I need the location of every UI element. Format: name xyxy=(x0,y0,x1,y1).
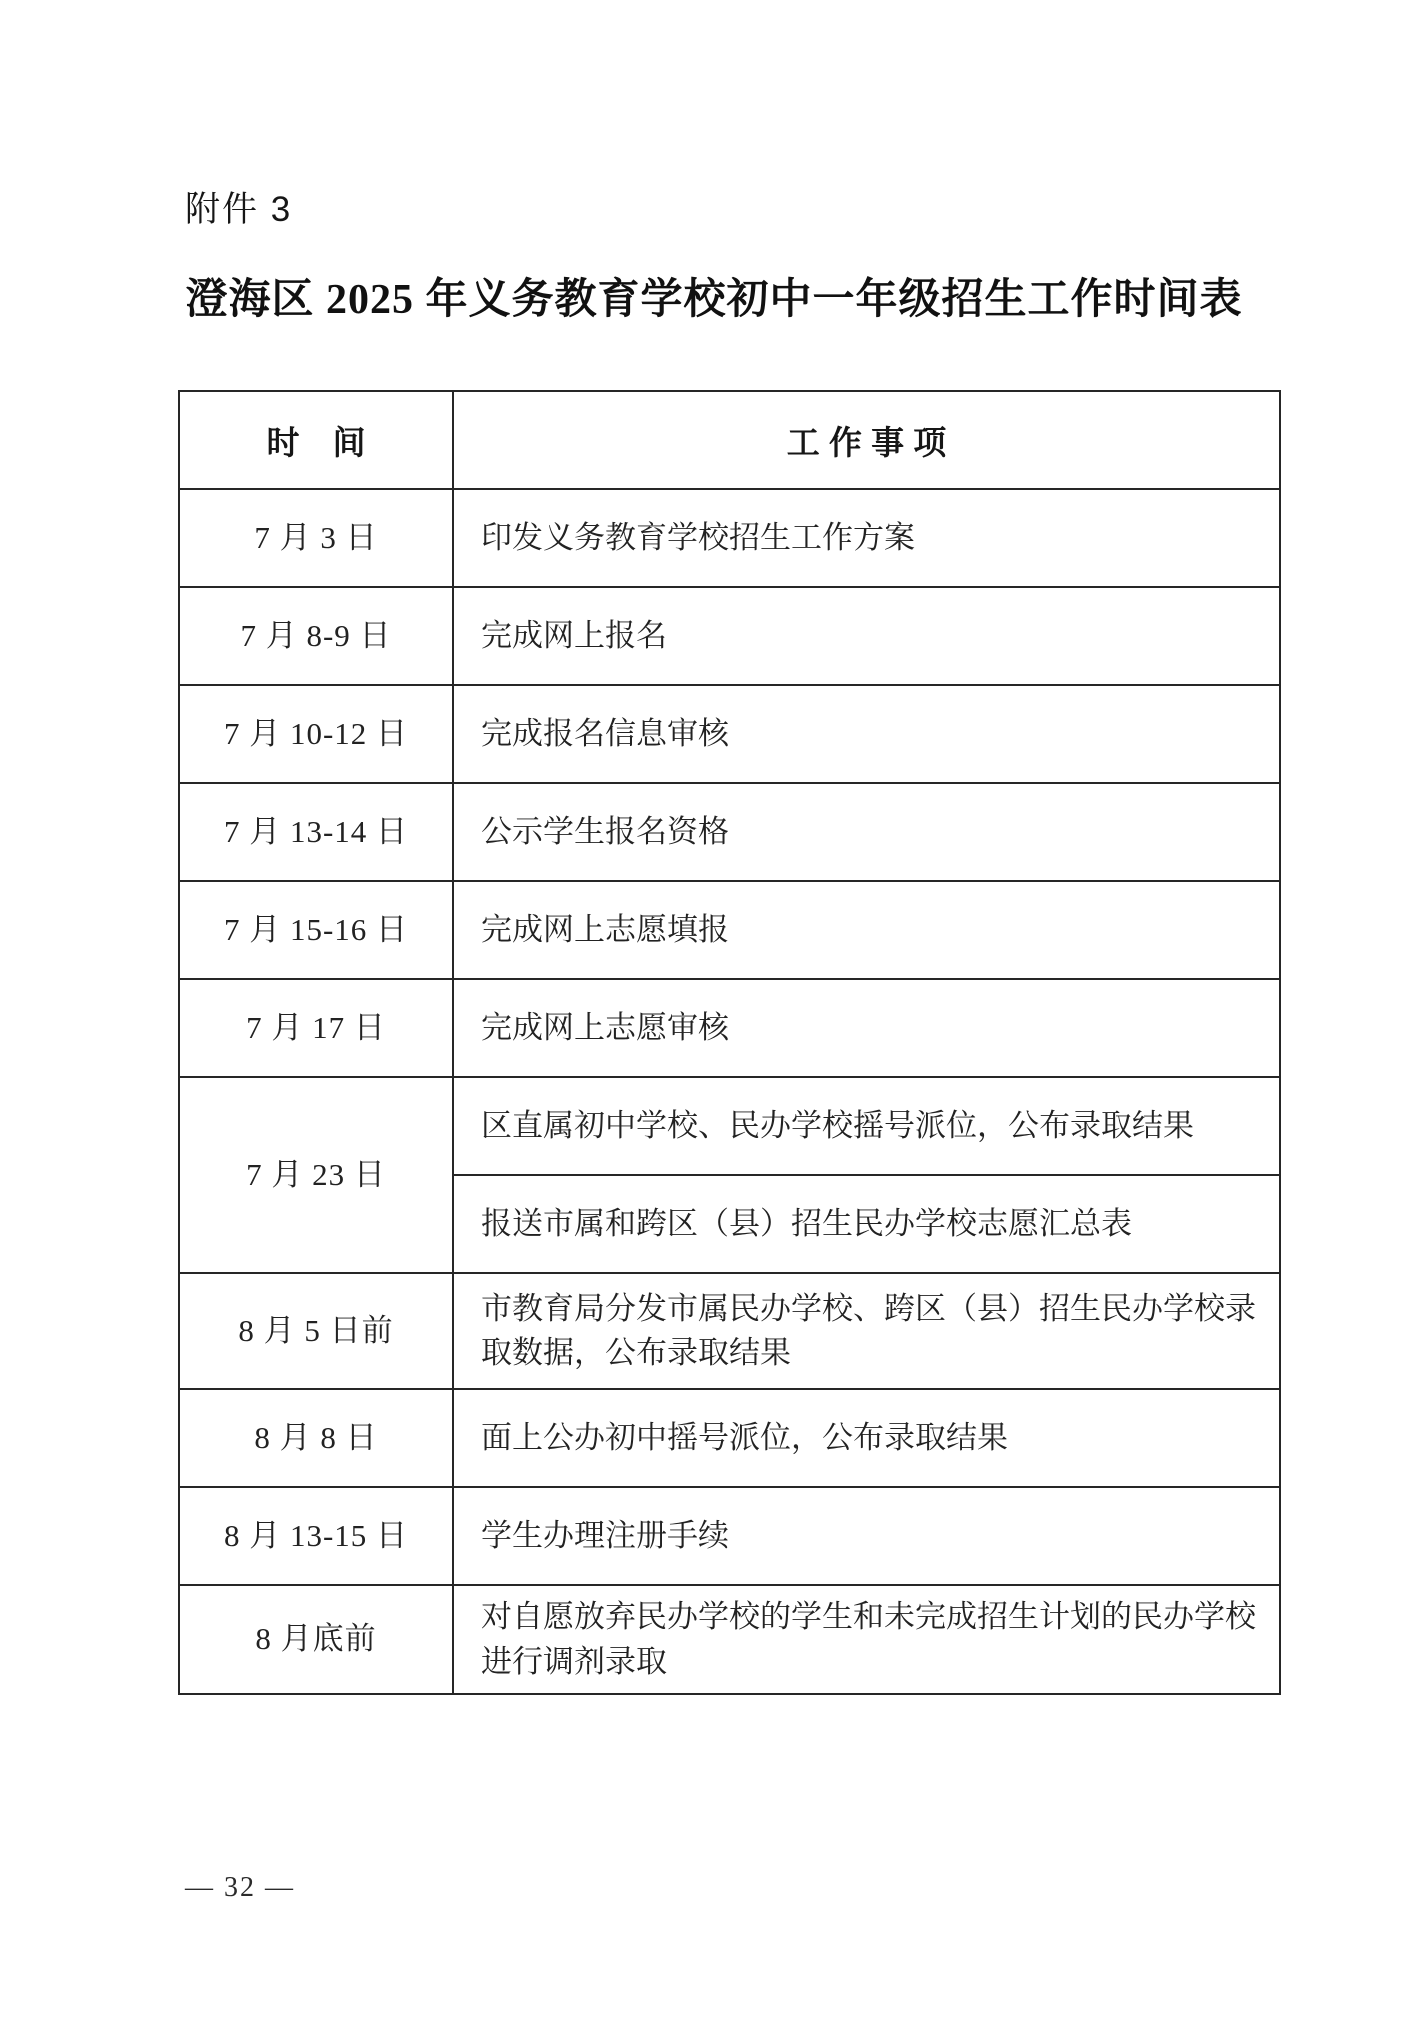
task-cell: 完成网上报名 xyxy=(453,587,1280,685)
column-header-task: 工 作 事 项 xyxy=(453,391,1280,489)
time-cell: 7 月 15-16 日 xyxy=(179,881,453,979)
time-cell: 7 月 3 日 xyxy=(179,489,453,587)
task-cell: 完成报名信息审核 xyxy=(453,685,1280,783)
schedule-table xyxy=(178,390,1281,1695)
time-cell: 7 月 23 日 xyxy=(179,1077,453,1273)
table-row xyxy=(179,783,1280,881)
table-row xyxy=(179,1487,1280,1585)
table-row xyxy=(179,1273,1280,1389)
task-cell: 市教育局分发市属民办学校、跨区（县）招生民办学校录取数据，公布录取结果 xyxy=(453,1273,1280,1389)
time-cell: 8 月底前 xyxy=(179,1585,453,1694)
table-row xyxy=(179,881,1280,979)
task-cell: 对自愿放弃民办学校的学生和未完成招生计划的民办学校进行调剂录取 xyxy=(453,1585,1280,1694)
task-cell: 学生办理注册手续 xyxy=(453,1487,1280,1585)
time-cell: 7 月 10-12 日 xyxy=(179,685,453,783)
time-cell: 7 月 13-14 日 xyxy=(179,783,453,881)
task-cell: 完成网上志愿审核 xyxy=(453,979,1280,1077)
table-header-row xyxy=(179,391,1280,489)
task-cell: 区直属初中学校、民办学校摇号派位，公布录取结果 xyxy=(453,1077,1280,1175)
time-cell: 8 月 13-15 日 xyxy=(179,1487,453,1585)
page-number: — 32 — xyxy=(185,1872,295,1903)
task-cell: 报送市属和跨区（县）招生民办学校志愿汇总表 xyxy=(453,1175,1280,1273)
time-cell: 8 月 5 日前 xyxy=(179,1273,453,1389)
page-title: 澄海区 2025 年义务教育学校初中一年级招生工作时间表 xyxy=(185,277,1243,323)
task-cell: 印发义务教育学校招生工作方案 xyxy=(453,489,1280,587)
table-row xyxy=(179,979,1280,1077)
time-cell: 8 月 8 日 xyxy=(179,1389,453,1487)
table-row xyxy=(179,587,1280,685)
time-cell: 7 月 8-9 日 xyxy=(179,587,453,685)
table-row xyxy=(179,1389,1280,1487)
task-cell: 公示学生报名资格 xyxy=(453,783,1280,881)
attachment-label: 附件 3 xyxy=(185,190,293,229)
table-row xyxy=(179,685,1280,783)
task-cell: 面上公办初中摇号派位，公布录取结果 xyxy=(453,1389,1280,1487)
time-cell: 7 月 17 日 xyxy=(179,979,453,1077)
table-row xyxy=(179,489,1280,587)
table-row xyxy=(179,1585,1280,1694)
table-row xyxy=(179,1077,1280,1175)
task-cell: 完成网上志愿填报 xyxy=(453,881,1280,979)
column-header-time: 时 间 xyxy=(179,391,453,489)
